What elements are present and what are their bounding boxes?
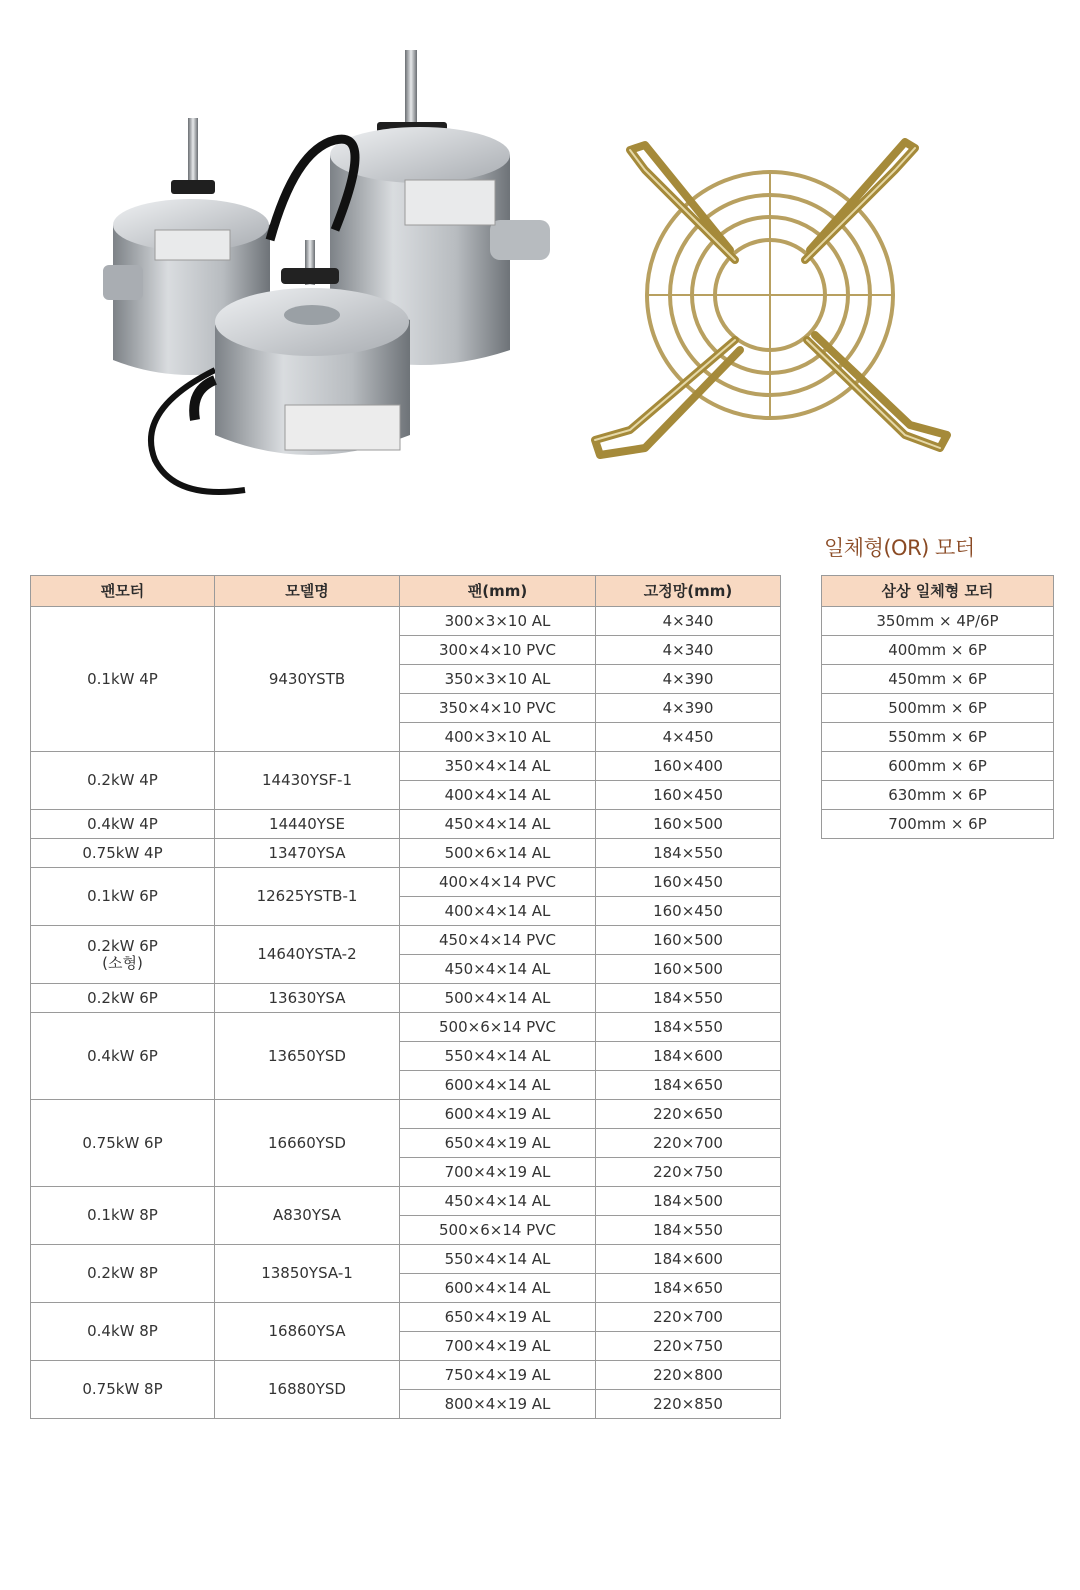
motor-cell — [31, 1245, 215, 1303]
guard-cell: 220×700 — [596, 1303, 781, 1332]
motor-sub-label: (소형) — [102, 953, 143, 972]
motor-label: 0.75kW 4P — [82, 843, 163, 862]
or-item-cell: 550mm × 6P — [822, 723, 1054, 752]
model-cell: 16880YSD — [215, 1361, 400, 1419]
fan-cell: 450×4×14 AL — [400, 955, 596, 984]
or-item-cell: 700mm × 6P — [822, 810, 1054, 839]
table-row — [31, 984, 781, 1013]
guard-cell: 184×550 — [596, 839, 781, 868]
fan-cell: 700×4×19 AL — [400, 1332, 596, 1361]
fan-cell: 600×4×14 AL — [400, 1274, 596, 1303]
guard-cell: 184×550 — [596, 1216, 781, 1245]
model-cell: 13850YSA-1 — [215, 1245, 400, 1303]
guard-cell: 160×450 — [596, 781, 781, 810]
fan-cell: 350×3×10 AL — [400, 665, 596, 694]
or-table-body — [822, 607, 1054, 839]
table-row — [31, 1187, 781, 1216]
or-table-row — [822, 723, 1054, 752]
motor-cell — [31, 868, 215, 926]
fan-cell: 300×4×10 PVC — [400, 636, 596, 665]
motor-label: 0.4kW 8P — [87, 1322, 158, 1341]
model-cell: 14430YSF-1 — [215, 752, 400, 810]
motor-cell — [31, 839, 215, 868]
table-row — [31, 868, 781, 897]
motor-cell — [31, 1303, 215, 1361]
fan-cell: 400×3×10 AL — [400, 723, 596, 752]
fan-motor-spec-table — [30, 575, 781, 1419]
fan-cell: 500×6×14 PVC — [400, 1216, 596, 1245]
guard-cell: 184×550 — [596, 984, 781, 1013]
or-table-row — [822, 752, 1054, 781]
header-fan: 팬(mm) — [400, 576, 596, 607]
product-photos — [0, 0, 1080, 560]
guard-cell: 220×650 — [596, 1100, 781, 1129]
fan-cell: 450×4×14 AL — [400, 810, 596, 839]
motor-label: 0.2kW 8P — [87, 1264, 158, 1283]
table-row — [31, 1361, 781, 1390]
fan-cell: 700×4×19 AL — [400, 1158, 596, 1187]
fan-cell: 600×4×14 AL — [400, 1071, 596, 1100]
or-table-row — [822, 781, 1054, 810]
table-header-row — [31, 576, 781, 607]
table-row — [31, 1245, 781, 1274]
guard-cell: 4×450 — [596, 723, 781, 752]
motor-label: 0.2kW 6P — [87, 937, 158, 955]
guard-cell: 160×500 — [596, 955, 781, 984]
motor-label: 0.4kW 6P — [87, 1046, 158, 1065]
fan-cell: 400×4×14 AL — [400, 897, 596, 926]
model-cell: 9430YSTB — [215, 607, 400, 752]
fan-cell: 650×4×19 AL — [400, 1303, 596, 1332]
fan-guard-photo — [575, 130, 965, 470]
model-cell: A830YSA — [215, 1187, 400, 1245]
fan-cell: 300×3×10 AL — [400, 607, 596, 636]
header-guard: 고정망(mm) — [596, 576, 781, 607]
table-row — [31, 1303, 781, 1332]
motor-cell — [31, 1100, 215, 1187]
fan-cell: 600×4×19 AL — [400, 1100, 596, 1129]
table-row — [31, 607, 781, 636]
fan-cell: 550×4×14 AL — [400, 1042, 596, 1071]
guard-cell: 184×600 — [596, 1042, 781, 1071]
or-table-row — [822, 665, 1054, 694]
model-cell: 13630YSA — [215, 984, 400, 1013]
guard-cell: 220×750 — [596, 1158, 781, 1187]
guard-cell: 4×340 — [596, 636, 781, 665]
guard-cell: 184×500 — [596, 1187, 781, 1216]
or-header-row — [822, 576, 1054, 607]
or-item-cell: 400mm × 6P — [822, 636, 1054, 665]
guard-cell: 220×850 — [596, 1390, 781, 1419]
motor-label: 0.4kW 4P — [87, 814, 158, 833]
motor-label: 0.75kW 8P — [82, 1380, 163, 1399]
fan-cell: 350×4×14 AL — [400, 752, 596, 781]
motor-cell — [31, 1013, 215, 1100]
motor-label: 0.2kW 4P — [87, 771, 158, 790]
fan-cell: 350×4×10 PVC — [400, 694, 596, 723]
or-table-row — [822, 810, 1054, 839]
motor-label: 0.1kW 4P — [87, 669, 158, 688]
motor-cell — [31, 810, 215, 839]
guard-cell: 184×600 — [596, 1245, 781, 1274]
guard-cell: 220×800 — [596, 1361, 781, 1390]
fan-cell: 650×4×19 AL — [400, 1129, 596, 1158]
motor-label: 0.1kW 8P — [87, 1206, 158, 1225]
model-cell: 12625YSTB-1 — [215, 868, 400, 926]
model-cell: 14440YSE — [215, 810, 400, 839]
fan-cell: 450×4×14 AL — [400, 1187, 596, 1216]
model-cell: 16860YSA — [215, 1303, 400, 1361]
header-model: 모델명 — [215, 576, 400, 607]
or-table-row — [822, 607, 1054, 636]
motor-cell — [31, 926, 215, 984]
guard-cell: 220×750 — [596, 1332, 781, 1361]
guard-cell: 160×500 — [596, 926, 781, 955]
guard-cell: 220×700 — [596, 1129, 781, 1158]
fan-motors-photo — [95, 30, 565, 545]
or-header: 삼상 일체형 모터 — [822, 576, 1054, 607]
or-motor-table — [821, 575, 1054, 839]
guard-cell: 160×500 — [596, 810, 781, 839]
fan-cell: 550×4×14 AL — [400, 1245, 596, 1274]
fan-cell: 400×4×14 PVC — [400, 868, 596, 897]
motor-cell — [31, 1361, 215, 1419]
model-cell: 13470YSA — [215, 839, 400, 868]
or-table-row — [822, 694, 1054, 723]
fan-cell: 800×4×19 AL — [400, 1390, 596, 1419]
table-body — [31, 607, 781, 1419]
guard-cell: 184×550 — [596, 1013, 781, 1042]
guard-cell: 4×340 — [596, 607, 781, 636]
or-item-cell: 500mm × 6P — [822, 694, 1054, 723]
or-table-row — [822, 636, 1054, 665]
or-item-cell: 630mm × 6P — [822, 781, 1054, 810]
model-cell: 13650YSD — [215, 1013, 400, 1100]
motor-label: 0.75kW 6P — [82, 1133, 163, 1152]
header-fan-motor: 팬모터 — [31, 576, 215, 607]
fan-cell: 450×4×14 PVC — [400, 926, 596, 955]
motor-cell — [31, 607, 215, 752]
guard-cell: 160×450 — [596, 868, 781, 897]
or-motor-title: 일체형(OR) 모터 — [824, 536, 975, 560]
table-row — [31, 1100, 781, 1129]
table-row — [31, 810, 781, 839]
motor-cell — [31, 1187, 215, 1245]
fan-cell: 750×4×19 AL — [400, 1361, 596, 1390]
model-cell: 14640YSTA-2 — [215, 926, 400, 984]
fan-cell: 400×4×14 AL — [400, 781, 596, 810]
table-row — [31, 1013, 781, 1042]
guard-cell: 4×390 — [596, 665, 781, 694]
table-row — [31, 839, 781, 868]
guard-cell: 4×390 — [596, 694, 781, 723]
guard-cell: 184×650 — [596, 1071, 781, 1100]
fan-cell: 500×4×14 AL — [400, 984, 596, 1013]
motor-label: 0.2kW 6P — [87, 988, 158, 1007]
table-row — [31, 926, 781, 955]
model-cell: 16660YSD — [215, 1100, 400, 1187]
fan-cell: 500×6×14 AL — [400, 839, 596, 868]
motor-cell — [31, 984, 215, 1013]
guard-cell: 184×650 — [596, 1274, 781, 1303]
table-row — [31, 752, 781, 781]
fan-cell: 500×6×14 PVC — [400, 1013, 596, 1042]
or-item-cell: 350mm × 4P/6P — [822, 607, 1054, 636]
motor-label: 0.1kW 6P — [87, 887, 158, 906]
guard-cell: 160×450 — [596, 897, 781, 926]
motor-cell — [31, 752, 215, 810]
guard-cell: 160×400 — [596, 752, 781, 781]
or-item-cell: 600mm × 6P — [822, 752, 1054, 781]
or-item-cell: 450mm × 6P — [822, 665, 1054, 694]
